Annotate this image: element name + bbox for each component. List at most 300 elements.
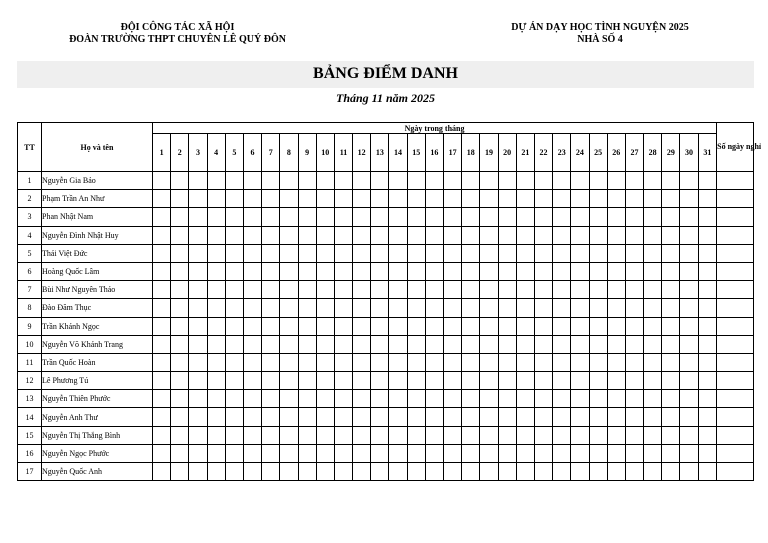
attendance-cell[interactable] <box>225 299 243 317</box>
attendance-cell[interactable] <box>425 244 443 262</box>
attendance-cell[interactable] <box>280 444 298 462</box>
attendance-cell[interactable] <box>444 262 462 280</box>
attendance-cell[interactable] <box>462 226 480 244</box>
attendance-cell[interactable] <box>498 317 516 335</box>
attendance-cell[interactable] <box>225 408 243 426</box>
attendance-cell[interactable] <box>189 208 207 226</box>
attendance-cell[interactable] <box>462 317 480 335</box>
attendance-cell[interactable] <box>607 244 625 262</box>
attendance-cell[interactable] <box>534 463 552 481</box>
attendance-cell[interactable] <box>462 372 480 390</box>
attendance-cell[interactable] <box>516 372 534 390</box>
attendance-cell[interactable] <box>243 408 261 426</box>
attendance-cell[interactable] <box>353 208 371 226</box>
attendance-cell[interactable] <box>262 390 280 408</box>
attendance-cell[interactable] <box>644 299 662 317</box>
attendance-cell[interactable] <box>371 390 389 408</box>
attendance-cell[interactable] <box>353 390 371 408</box>
attendance-cell[interactable] <box>407 317 425 335</box>
attendance-cell[interactable] <box>534 226 552 244</box>
attendance-cell[interactable] <box>680 444 698 462</box>
attendance-cell[interactable] <box>498 172 516 190</box>
attendance-cell[interactable] <box>553 244 571 262</box>
attendance-cell[interactable] <box>189 262 207 280</box>
attendance-cell[interactable] <box>480 262 498 280</box>
attendance-cell[interactable] <box>207 390 225 408</box>
attendance-cell[interactable] <box>298 463 316 481</box>
attendance-cell[interactable] <box>280 172 298 190</box>
attendance-cell[interactable] <box>662 444 680 462</box>
attendance-cell[interactable] <box>589 335 607 353</box>
attendance-cell[interactable] <box>371 372 389 390</box>
attendance-cell[interactable] <box>589 208 607 226</box>
attendance-cell[interactable] <box>262 353 280 371</box>
attendance-cell[interactable] <box>316 281 334 299</box>
attendance-cell[interactable] <box>189 317 207 335</box>
attendance-cell[interactable] <box>389 426 407 444</box>
attendance-cell[interactable] <box>280 262 298 280</box>
attendance-cell[interactable] <box>571 281 589 299</box>
attendance-cell[interactable] <box>680 372 698 390</box>
attendance-cell[interactable] <box>353 172 371 190</box>
attendance-cell[interactable] <box>316 262 334 280</box>
attendance-cell[interactable] <box>225 208 243 226</box>
attendance-cell[interactable] <box>243 172 261 190</box>
attendance-cell[interactable] <box>444 408 462 426</box>
attendance-cell[interactable] <box>316 244 334 262</box>
attendance-cell[interactable] <box>407 208 425 226</box>
attendance-cell[interactable] <box>571 190 589 208</box>
attendance-cell[interactable] <box>153 408 171 426</box>
attendance-cell[interactable] <box>607 353 625 371</box>
attendance-cell[interactable] <box>207 317 225 335</box>
attendance-cell[interactable] <box>516 244 534 262</box>
attendance-cell[interactable] <box>607 390 625 408</box>
attendance-cell[interactable] <box>625 408 643 426</box>
attendance-cell[interactable] <box>243 426 261 444</box>
attendance-cell[interactable] <box>298 317 316 335</box>
attendance-cell[interactable] <box>480 408 498 426</box>
days-off-cell[interactable] <box>717 226 754 244</box>
attendance-cell[interactable] <box>171 335 189 353</box>
attendance-cell[interactable] <box>316 226 334 244</box>
attendance-cell[interactable] <box>644 408 662 426</box>
attendance-cell[interactable] <box>243 190 261 208</box>
attendance-cell[interactable] <box>316 426 334 444</box>
attendance-cell[interactable] <box>698 463 717 481</box>
attendance-cell[interactable] <box>425 390 443 408</box>
attendance-cell[interactable] <box>262 335 280 353</box>
attendance-cell[interactable] <box>589 172 607 190</box>
attendance-cell[interactable] <box>189 426 207 444</box>
attendance-cell[interactable] <box>498 372 516 390</box>
attendance-cell[interactable] <box>553 372 571 390</box>
attendance-cell[interactable] <box>553 208 571 226</box>
attendance-cell[interactable] <box>444 299 462 317</box>
attendance-cell[interactable] <box>444 390 462 408</box>
attendance-cell[interactable] <box>589 463 607 481</box>
attendance-cell[interactable] <box>207 335 225 353</box>
attendance-cell[interactable] <box>662 335 680 353</box>
attendance-cell[interactable] <box>698 390 717 408</box>
attendance-cell[interactable] <box>425 317 443 335</box>
attendance-cell[interactable] <box>498 408 516 426</box>
attendance-cell[interactable] <box>680 408 698 426</box>
attendance-cell[interactable] <box>644 444 662 462</box>
attendance-cell[interactable] <box>425 335 443 353</box>
attendance-cell[interactable] <box>207 172 225 190</box>
attendance-cell[interactable] <box>625 463 643 481</box>
attendance-cell[interactable] <box>480 299 498 317</box>
attendance-cell[interactable] <box>589 281 607 299</box>
attendance-cell[interactable] <box>262 190 280 208</box>
attendance-cell[interactable] <box>662 408 680 426</box>
attendance-cell[interactable] <box>353 262 371 280</box>
attendance-cell[interactable] <box>189 463 207 481</box>
attendance-cell[interactable] <box>243 317 261 335</box>
attendance-cell[interactable] <box>607 317 625 335</box>
attendance-cell[interactable] <box>498 426 516 444</box>
attendance-cell[interactable] <box>462 335 480 353</box>
attendance-cell[interactable] <box>225 190 243 208</box>
attendance-cell[interactable] <box>153 444 171 462</box>
attendance-cell[interactable] <box>553 317 571 335</box>
attendance-cell[interactable] <box>644 463 662 481</box>
attendance-cell[interactable] <box>389 281 407 299</box>
attendance-cell[interactable] <box>207 281 225 299</box>
attendance-cell[interactable] <box>607 262 625 280</box>
attendance-cell[interactable] <box>316 190 334 208</box>
attendance-cell[interactable] <box>371 281 389 299</box>
attendance-cell[interactable] <box>280 208 298 226</box>
attendance-cell[interactable] <box>298 353 316 371</box>
attendance-cell[interactable] <box>534 335 552 353</box>
days-off-cell[interactable] <box>717 426 754 444</box>
attendance-cell[interactable] <box>516 190 534 208</box>
attendance-cell[interactable] <box>534 408 552 426</box>
attendance-cell[interactable] <box>389 262 407 280</box>
attendance-cell[interactable] <box>153 299 171 317</box>
attendance-cell[interactable] <box>334 444 352 462</box>
attendance-cell[interactable] <box>480 244 498 262</box>
attendance-cell[interactable] <box>498 262 516 280</box>
days-off-cell[interactable] <box>717 208 754 226</box>
attendance-cell[interactable] <box>516 353 534 371</box>
attendance-cell[interactable] <box>407 335 425 353</box>
attendance-cell[interactable] <box>607 444 625 462</box>
attendance-cell[interactable] <box>334 226 352 244</box>
attendance-cell[interactable] <box>662 426 680 444</box>
attendance-cell[interactable] <box>625 426 643 444</box>
attendance-cell[interactable] <box>298 335 316 353</box>
attendance-cell[interactable] <box>571 444 589 462</box>
attendance-cell[interactable] <box>425 190 443 208</box>
attendance-cell[interactable] <box>407 262 425 280</box>
attendance-cell[interactable] <box>280 390 298 408</box>
attendance-cell[interactable] <box>353 426 371 444</box>
attendance-cell[interactable] <box>316 372 334 390</box>
attendance-cell[interactable] <box>553 426 571 444</box>
attendance-cell[interactable] <box>498 244 516 262</box>
attendance-cell[interactable] <box>571 372 589 390</box>
attendance-cell[interactable] <box>425 372 443 390</box>
attendance-cell[interactable] <box>316 408 334 426</box>
attendance-cell[interactable] <box>389 390 407 408</box>
attendance-cell[interactable] <box>534 353 552 371</box>
attendance-cell[interactable] <box>644 281 662 299</box>
days-off-cell[interactable] <box>717 335 754 353</box>
attendance-cell[interactable] <box>243 372 261 390</box>
attendance-cell[interactable] <box>189 353 207 371</box>
attendance-cell[interactable] <box>680 353 698 371</box>
attendance-cell[interactable] <box>534 244 552 262</box>
attendance-cell[interactable] <box>298 190 316 208</box>
attendance-cell[interactable] <box>207 226 225 244</box>
attendance-cell[interactable] <box>280 353 298 371</box>
attendance-cell[interactable] <box>371 408 389 426</box>
attendance-cell[interactable] <box>425 172 443 190</box>
attendance-cell[interactable] <box>262 299 280 317</box>
attendance-cell[interactable] <box>698 299 717 317</box>
attendance-cell[interactable] <box>225 335 243 353</box>
attendance-cell[interactable] <box>171 226 189 244</box>
attendance-cell[interactable] <box>425 426 443 444</box>
attendance-cell[interactable] <box>698 444 717 462</box>
attendance-cell[interactable] <box>262 426 280 444</box>
attendance-cell[interactable] <box>389 463 407 481</box>
attendance-cell[interactable] <box>334 353 352 371</box>
attendance-cell[interactable] <box>298 372 316 390</box>
attendance-cell[interactable] <box>425 408 443 426</box>
attendance-cell[interactable] <box>644 335 662 353</box>
attendance-cell[interactable] <box>316 172 334 190</box>
attendance-cell[interactable] <box>662 226 680 244</box>
days-off-cell[interactable] <box>717 244 754 262</box>
attendance-cell[interactable] <box>571 335 589 353</box>
attendance-cell[interactable] <box>153 317 171 335</box>
attendance-cell[interactable] <box>625 390 643 408</box>
attendance-cell[interactable] <box>625 335 643 353</box>
attendance-cell[interactable] <box>644 353 662 371</box>
attendance-cell[interactable] <box>662 281 680 299</box>
attendance-cell[interactable] <box>625 372 643 390</box>
attendance-cell[interactable] <box>407 463 425 481</box>
days-off-cell[interactable] <box>717 262 754 280</box>
attendance-cell[interactable] <box>625 244 643 262</box>
attendance-cell[interactable] <box>553 390 571 408</box>
attendance-cell[interactable] <box>171 408 189 426</box>
attendance-cell[interactable] <box>680 262 698 280</box>
attendance-cell[interactable] <box>662 463 680 481</box>
days-off-cell[interactable] <box>717 190 754 208</box>
attendance-cell[interactable] <box>207 444 225 462</box>
attendance-cell[interactable] <box>298 262 316 280</box>
attendance-cell[interactable] <box>607 426 625 444</box>
attendance-cell[interactable] <box>534 317 552 335</box>
attendance-cell[interactable] <box>425 444 443 462</box>
attendance-cell[interactable] <box>553 335 571 353</box>
attendance-cell[interactable] <box>644 317 662 335</box>
attendance-cell[interactable] <box>698 408 717 426</box>
attendance-cell[interactable] <box>480 372 498 390</box>
attendance-cell[interactable] <box>389 226 407 244</box>
attendance-cell[interactable] <box>298 208 316 226</box>
attendance-cell[interactable] <box>480 426 498 444</box>
attendance-cell[interactable] <box>498 299 516 317</box>
attendance-cell[interactable] <box>334 372 352 390</box>
attendance-cell[interactable] <box>534 281 552 299</box>
attendance-cell[interactable] <box>680 317 698 335</box>
attendance-cell[interactable] <box>407 244 425 262</box>
attendance-cell[interactable] <box>534 172 552 190</box>
attendance-cell[interactable] <box>207 353 225 371</box>
attendance-cell[interactable] <box>425 299 443 317</box>
attendance-cell[interactable] <box>153 353 171 371</box>
attendance-cell[interactable] <box>371 244 389 262</box>
attendance-cell[interactable] <box>589 426 607 444</box>
attendance-cell[interactable] <box>589 353 607 371</box>
attendance-cell[interactable] <box>516 426 534 444</box>
attendance-cell[interactable] <box>189 299 207 317</box>
attendance-cell[interactable] <box>534 444 552 462</box>
attendance-cell[interactable] <box>425 262 443 280</box>
attendance-cell[interactable] <box>280 317 298 335</box>
attendance-cell[interactable] <box>389 244 407 262</box>
attendance-cell[interactable] <box>207 244 225 262</box>
attendance-cell[interactable] <box>425 208 443 226</box>
attendance-cell[interactable] <box>553 226 571 244</box>
attendance-cell[interactable] <box>607 226 625 244</box>
attendance-cell[interactable] <box>407 444 425 462</box>
attendance-cell[interactable] <box>298 226 316 244</box>
attendance-cell[interactable] <box>334 299 352 317</box>
attendance-cell[interactable] <box>571 262 589 280</box>
attendance-cell[interactable] <box>698 281 717 299</box>
attendance-cell[interactable] <box>698 353 717 371</box>
attendance-cell[interactable] <box>607 372 625 390</box>
attendance-cell[interactable] <box>516 317 534 335</box>
attendance-cell[interactable] <box>444 281 462 299</box>
attendance-cell[interactable] <box>698 190 717 208</box>
attendance-cell[interactable] <box>243 444 261 462</box>
attendance-cell[interactable] <box>698 172 717 190</box>
attendance-cell[interactable] <box>353 444 371 462</box>
attendance-cell[interactable] <box>698 226 717 244</box>
attendance-cell[interactable] <box>334 281 352 299</box>
attendance-cell[interactable] <box>480 190 498 208</box>
attendance-cell[interactable] <box>316 444 334 462</box>
attendance-cell[interactable] <box>389 353 407 371</box>
attendance-cell[interactable] <box>662 317 680 335</box>
attendance-cell[interactable] <box>371 463 389 481</box>
days-off-cell[interactable] <box>717 317 754 335</box>
attendance-cell[interactable] <box>280 190 298 208</box>
attendance-cell[interactable] <box>498 281 516 299</box>
attendance-cell[interactable] <box>625 172 643 190</box>
attendance-cell[interactable] <box>171 353 189 371</box>
attendance-cell[interactable] <box>243 244 261 262</box>
attendance-cell[interactable] <box>189 408 207 426</box>
attendance-cell[interactable] <box>698 335 717 353</box>
attendance-cell[interactable] <box>243 463 261 481</box>
attendance-cell[interactable] <box>407 372 425 390</box>
attendance-cell[interactable] <box>462 190 480 208</box>
attendance-cell[interactable] <box>498 226 516 244</box>
attendance-cell[interactable] <box>153 463 171 481</box>
attendance-cell[interactable] <box>225 262 243 280</box>
attendance-cell[interactable] <box>243 390 261 408</box>
attendance-cell[interactable] <box>607 172 625 190</box>
attendance-cell[interactable] <box>571 299 589 317</box>
attendance-cell[interactable] <box>171 281 189 299</box>
attendance-cell[interactable] <box>153 226 171 244</box>
attendance-cell[interactable] <box>334 244 352 262</box>
days-off-cell[interactable] <box>717 353 754 371</box>
attendance-cell[interactable] <box>516 262 534 280</box>
attendance-cell[interactable] <box>625 208 643 226</box>
attendance-cell[interactable] <box>225 444 243 462</box>
attendance-cell[interactable] <box>225 426 243 444</box>
attendance-cell[interactable] <box>262 208 280 226</box>
attendance-cell[interactable] <box>644 426 662 444</box>
attendance-cell[interactable] <box>553 190 571 208</box>
attendance-cell[interactable] <box>662 190 680 208</box>
attendance-cell[interactable] <box>698 244 717 262</box>
attendance-cell[interactable] <box>462 444 480 462</box>
attendance-cell[interactable] <box>680 208 698 226</box>
attendance-cell[interactable] <box>189 226 207 244</box>
attendance-cell[interactable] <box>644 226 662 244</box>
attendance-cell[interactable] <box>680 299 698 317</box>
attendance-cell[interactable] <box>444 444 462 462</box>
attendance-cell[interactable] <box>207 426 225 444</box>
attendance-cell[interactable] <box>534 299 552 317</box>
attendance-cell[interactable] <box>662 208 680 226</box>
attendance-cell[interactable] <box>353 372 371 390</box>
attendance-cell[interactable] <box>316 353 334 371</box>
attendance-cell[interactable] <box>589 390 607 408</box>
attendance-cell[interactable] <box>371 299 389 317</box>
attendance-cell[interactable] <box>353 408 371 426</box>
attendance-cell[interactable] <box>153 244 171 262</box>
attendance-cell[interactable] <box>407 408 425 426</box>
attendance-cell[interactable] <box>571 208 589 226</box>
days-off-cell[interactable] <box>717 172 754 190</box>
attendance-cell[interactable] <box>262 281 280 299</box>
attendance-cell[interactable] <box>698 372 717 390</box>
attendance-cell[interactable] <box>589 244 607 262</box>
attendance-cell[interactable] <box>389 335 407 353</box>
attendance-cell[interactable] <box>334 463 352 481</box>
attendance-cell[interactable] <box>389 317 407 335</box>
attendance-cell[interactable] <box>462 172 480 190</box>
attendance-cell[interactable] <box>371 208 389 226</box>
attendance-cell[interactable] <box>353 463 371 481</box>
attendance-cell[interactable] <box>316 463 334 481</box>
attendance-cell[interactable] <box>334 408 352 426</box>
attendance-cell[interactable] <box>644 172 662 190</box>
attendance-cell[interactable] <box>407 426 425 444</box>
attendance-cell[interactable] <box>207 463 225 481</box>
attendance-cell[interactable] <box>516 390 534 408</box>
attendance-cell[interactable] <box>644 208 662 226</box>
attendance-cell[interactable] <box>262 226 280 244</box>
attendance-cell[interactable] <box>262 262 280 280</box>
attendance-cell[interactable] <box>480 353 498 371</box>
attendance-cell[interactable] <box>316 317 334 335</box>
attendance-cell[interactable] <box>153 190 171 208</box>
attendance-cell[interactable] <box>680 426 698 444</box>
